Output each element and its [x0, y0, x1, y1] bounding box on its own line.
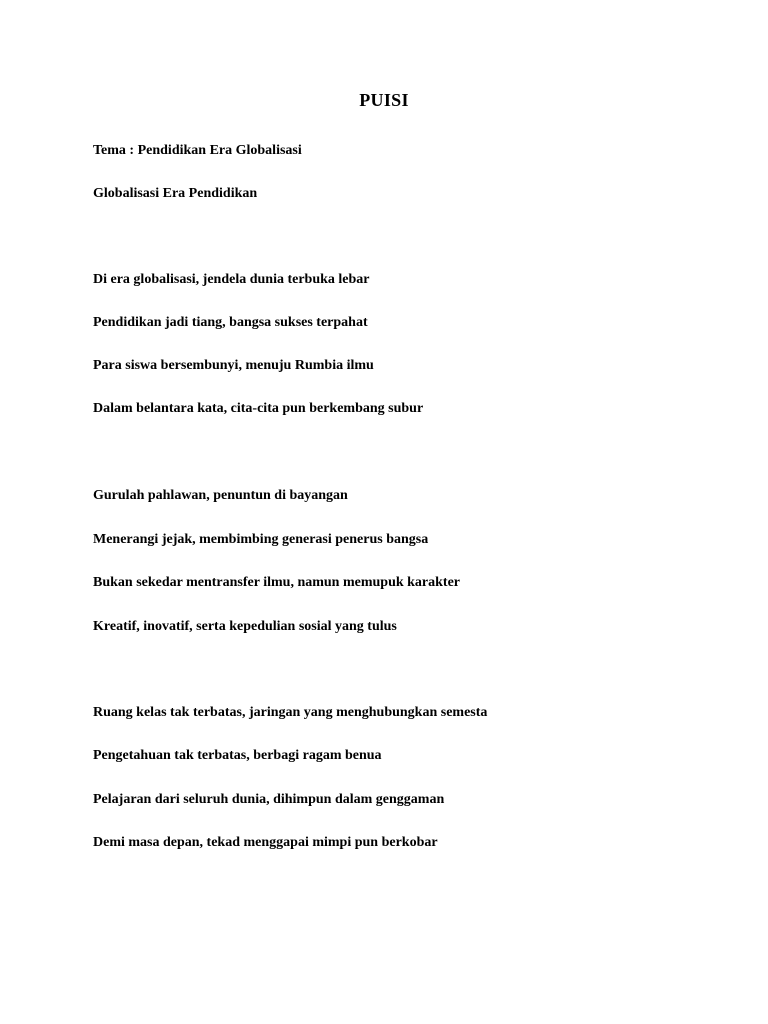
poem-line: Menerangi jejak, membimbing generasi penerus bangsa [93, 532, 429, 547]
poem-line: Di era globalisasi, jendela dunia terbuka lebar [93, 272, 370, 287]
poem-line: Pengetahuan tak terbatas, berbagi ragam benua [93, 748, 382, 763]
poem-line: Dalam belantara kata, cita-cita pun berkembang subur [93, 401, 424, 416]
page-title: PUISI [359, 90, 409, 110]
poem-title: Globalisasi Era Pendidikan [93, 186, 258, 201]
poem-line: Bukan sekedar mentransfer ilmu, namun memupuk karakter [93, 575, 461, 590]
poem-line: Pendidikan jadi tiang, bangsa sukses terpahat [93, 315, 368, 330]
poem-line: Para siswa bersembunyi, menuju Rumbia ilmu [93, 358, 374, 373]
poem-theme: Tema : Pendidikan Era Globalisasi [93, 143, 302, 158]
poem-line: Gurulah pahlawan, penuntun di bayangan [93, 488, 348, 503]
poem-line: Pelajaran dari seluruh dunia, dihimpun dalam genggaman [93, 792, 445, 807]
poem-line: Ruang kelas tak terbatas, jaringan yang menghubungkan semesta [93, 705, 488, 720]
poem-line: Kreatif, inovatif, serta kepedulian sosial yang tulus [93, 619, 397, 634]
poem-line: Demi masa depan, tekad menggapai mimpi pun berkobar [93, 835, 438, 850]
